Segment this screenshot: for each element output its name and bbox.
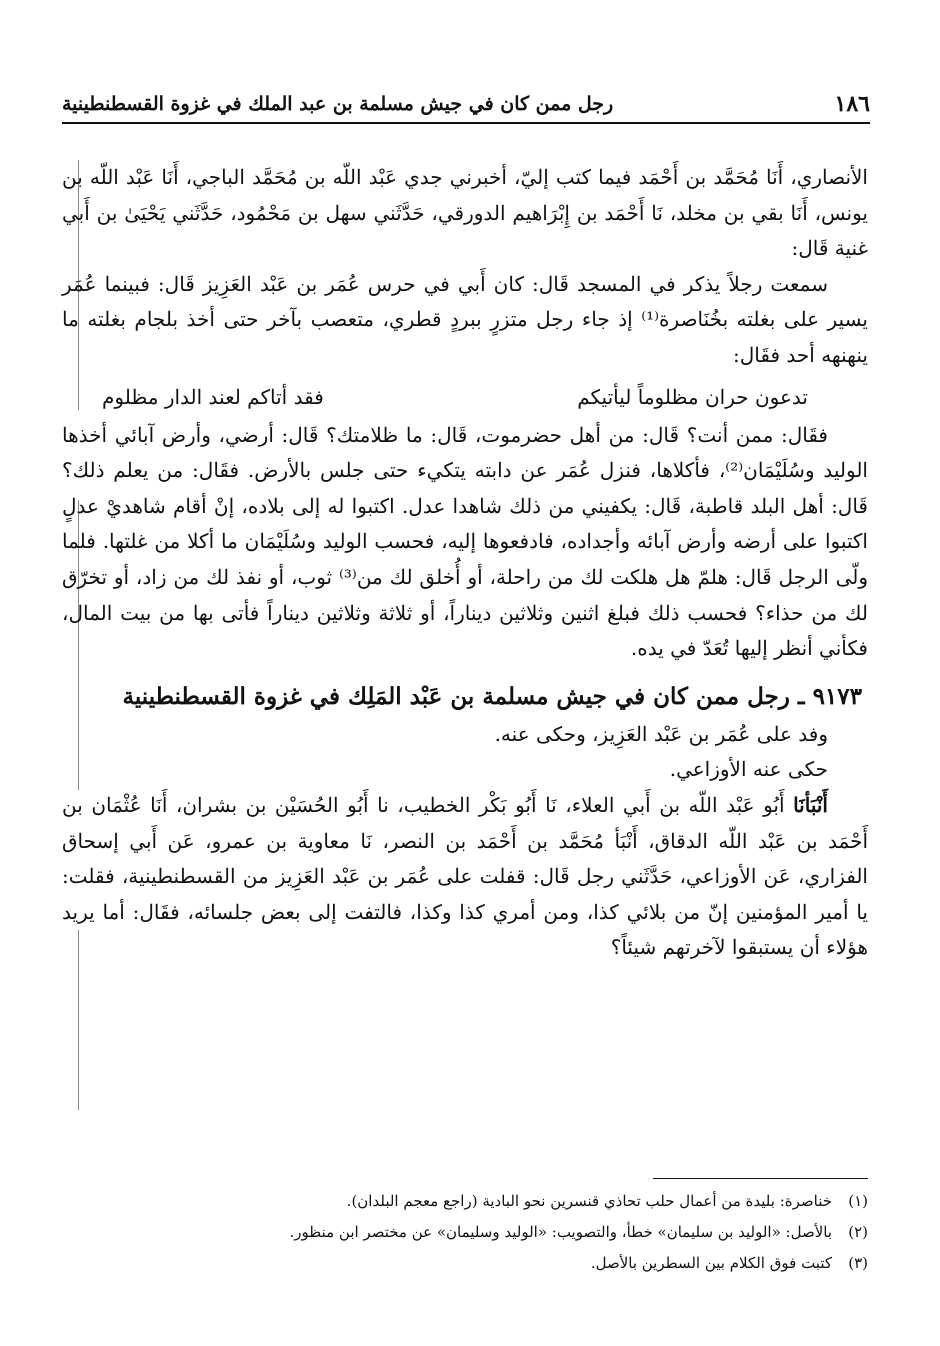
footnotes: [62, 1186, 868, 1279]
isnad-text: أَبُو عَبْد اللّه بن أَبي العلاء، نَا أَبُو بَكْر الخطيب، نا أَبُو الحُسَيْن بن بشران، أَنَا عُثْمَان بن أَحْمَد بن عَبْد اللّه الدقاق، أَنْبَأ مُحَمَّد بن أَحْمَد بن النصر، نَا معاوية بن عمرو، عَن أَبي إسحاق الفزاري، عَن الأوزاعي، حَدَّثَني رجل قَال: قفلت على عُمَر بن عَبْد العَزِيز من القسطنطينية، فقلت: يا أمير المؤمنين إنّ من بلائي كذا، ومن أمري كذا وكذا، فالتفت إلى بعض جلسائه، فقَال: أما يريد هؤلاء أن يستبقوا لآخرتهم شيئاً؟: [62, 792, 868, 960]
footnote-text: خناصرة: بليدة من أعمال حلب تحاذي قنسرين نحو البادية (راجع معجم البلدان).: [346, 1192, 832, 1210]
footnote-number: (٢): [848, 1223, 868, 1241]
paragraph: حكى عنه الأوزاعي.: [669, 757, 828, 782]
running-header: [62, 86, 870, 124]
footnote-number: (١): [848, 1192, 868, 1210]
footnote: [62, 1186, 868, 1217]
poem-hemistich: تدعون حران مظلوماً ليأتيكم: [577, 384, 808, 409]
poem-hemistich: فقد أتاكم لعند الدار مظلوم: [102, 384, 324, 409]
footnote: [62, 1217, 868, 1248]
poem-verse: [62, 378, 868, 418]
footnote-text: كتبت فوق الكلام بين السطرين بالأصل.: [590, 1254, 832, 1272]
footnote-number: (٣): [848, 1254, 868, 1272]
footnote-text: بالأصل: «الوليد بن سليمان» خطأ، والتصويب: «الوليد وسليمان» عن مختصر ابن منظور.: [289, 1223, 832, 1241]
paragraph: سمعت رجلاً يذكر في المسجد قَال: كان أَبي في حرس عُمَر بن عَبْد العَزِيز قَال: فبينما عُمَر يسير على بغلته بخُنَاصرة⁽¹⁾ إذ جاء رجل متزرٍ ببردٍ قطري، متعصب بآخر حتى أخذ بلجام بغلته ما ينهنهه أحد فقَال:: [62, 271, 868, 367]
paragraph: فقَال: ممن أنت؟ قَال: من أهل حضرموت، قَال: ما ظلامتك؟ قَال: أرضي، وأرض آبائي أخذها الوليد وسُلَيْمَان⁽²⁾، فأكلاها، فنزل عُمَر عن دابته يتكيء حتى جلس بالأرض. فقَال: من يعلم ذلك؟ قَال: أهل البلد قاطبة، قَال: يكفيني من ذلك شاهدا عدل. اكتبوا له إلى بلاده، إنْ أقام شاهديْ عدلٍ اكتبوا على أرضه وأرض آبائه وأجداده، فادفعوها إليه، فحسب الوليد وسُلَيْمَان ما أكلا من غلتها. فلما ولّى الرجل قَال: هلمّ هل هلكت لك من راحلة، أو أُخلق لك من⁽³⁾ ثوب، أو نفذ لك من زاد، أو تخرّق لك من حذاء؟ فحسب ذلك فبلغ اثنين وثلاثين ديناراً، أو ثلاثة وثلاثين ديناراً فأتى بها من بيت المال، فكأني أنظر إليها تُعَدّ في يده.: [62, 422, 869, 661]
running-title: رجل ممن كان في جيش مسلمة بن عبد الملك في غزوة القسطنطينية: [62, 93, 614, 115]
footnote-divider: [653, 1178, 868, 1179]
isnad-lead-word: أَنْبَأنَا: [793, 792, 828, 817]
paragraph: وفد على عُمَر بن عَبْد العَزِيز، وحكى عنه.: [494, 721, 828, 746]
main-text: [62, 160, 868, 966]
paragraph: [62, 788, 868, 966]
page-number: ١٨٦: [834, 91, 870, 117]
paragraph: الأنصاري، أَنَا مُحَمَّد بن أَحْمَد فيما كتب إليّ، أخبرني جدي عَبْد اللّه بن مُحَمَّد الباجي، أَنَا عَبْد اللّه بن يونس، أَنَا بقي بن مخلد، نَا أَحْمَد بن إِبْرَاهيم الدورقي، حَدَّثَني سهل بن مَحْمُود، حَدَّثَني يَحْيَىٰ بن أَبي غنية قَال:: [62, 165, 868, 261]
entry-heading: ٩١٧٣ ـ رجل ممن كان في جيش مسلمة بن عَبْد المَلِك في غزوة القسطنطينية: [122, 682, 862, 710]
footnote: [62, 1248, 868, 1279]
